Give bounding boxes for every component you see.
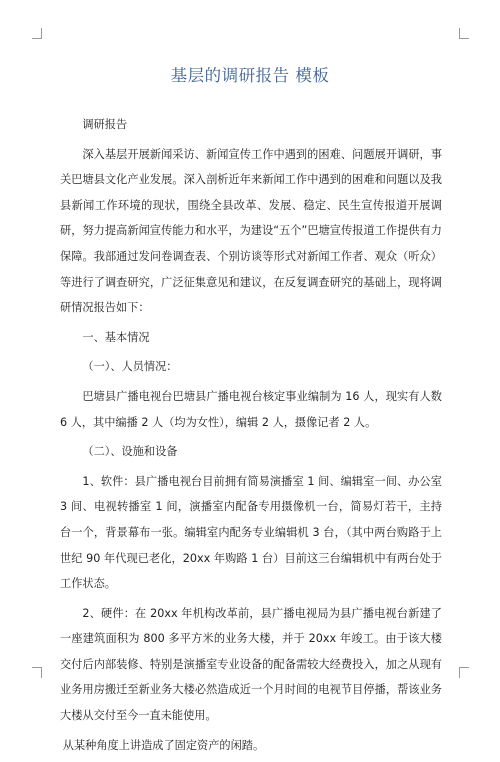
crop-mark-top-left — [32, 28, 42, 39]
crop-mark-bottom-left — [32, 667, 42, 678]
paragraph: 调研报告 — [82, 118, 128, 131]
crop-mark-top-right — [459, 28, 469, 39]
crop-mark-bottom-right — [459, 667, 469, 678]
paragraph: 一、基本情况 — [82, 330, 150, 344]
paragraph: （一）、人员情况： — [82, 360, 178, 374]
paragraph: 深入基层开展新闻采访、新闻宣传工作中遇到的困难、问题展开调研，事关巴塘县文化产业发展。深入剖析近年来新闻工作中遇到的困难和问题以及我县新闻工作环境的现状，围绕全县改革、发展、稳定、民生宣传报道开展调研，努力提高新闻宣传能力和水平，为建设“五个”巴塘宣传报道工作提供有力保障。我部通过发问卷调查表、个别访谈等形式对新闻工作者、观众（听众）等进行了调查研究，广泛征集意见和建议，在反复调查研究的基础上，现将调研情况报告如下： — [60, 147, 442, 315]
document-body — [60, 112, 442, 762]
paragraph: 1、软件：县广播电视台目前拥有简易演播室 1 间、编辑室一间、办公室 3 间、电视转播室 1 间，演播室内配备专用摄像机一台，简易灯若干，主持台一个，背景幕布一张。编辑室内配务专业编辑机 3 台，（其中两台购路于上世纪 90 年代现已老化，20xx 年购路 1 台）目前这三台编辑机中有两台处于工作状态。 — [60, 474, 442, 591]
paragraph: 巴塘县广播电视台巴塘县广播电视台核定事业编制为 16 人，现实有人数 6 人，其中编播 2 人（均为女性），编辑 2 人，摄像记者 2 人。 — [60, 389, 442, 429]
paragraph: 2、硬件：在 20xx 年机构改革前，县广播电视局为县广播电视台新建了一座建筑面积为 800 多平方米的业务大楼，并于 20xx 年竣工。由于该大楼交付后内部装修、特别是演播室专业设备的配备需较大经费投入，加之从现有业务用房搬迁至新业务大楼必然造成近一个月时间的电视节目停播，帮该业务大楼从交付至今一直未能使用。 — [60, 606, 442, 723]
document-title: 基层的调研报告 模板 — [170, 66, 330, 85]
paragraph: （二）、设施和设备 — [82, 445, 178, 459]
paragraph: 从某种角度上讲造成了固定资产的闲踏。 — [62, 738, 265, 752]
